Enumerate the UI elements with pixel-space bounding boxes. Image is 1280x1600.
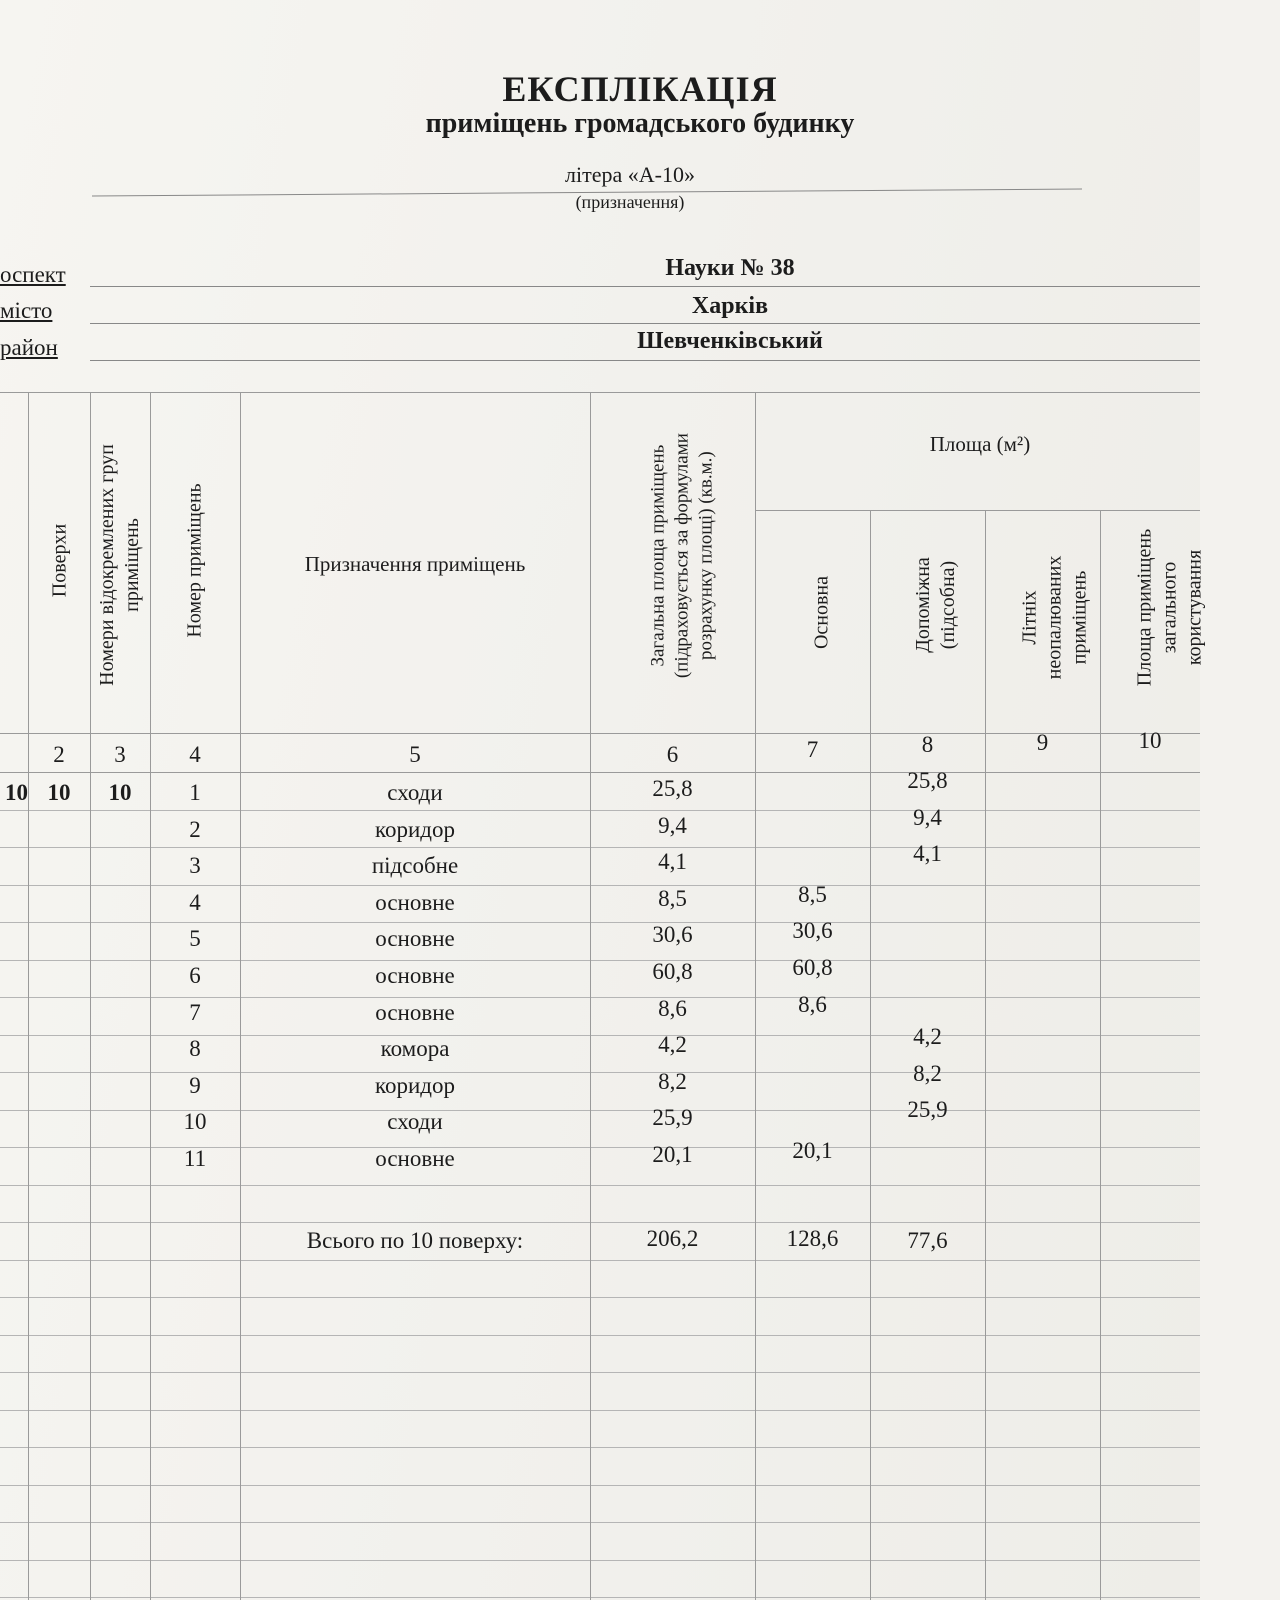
colnum-3: 3 <box>114 742 126 767</box>
col-line-9 <box>1100 510 1101 1600</box>
row-purpose: основне <box>375 890 455 915</box>
colnum-2: 2 <box>53 742 65 767</box>
header-room-number: Номер приміщень <box>183 483 206 638</box>
document-subtitle: приміщень громадського будинку <box>425 108 855 139</box>
row-total-area: 8,5 <box>658 886 687 911</box>
row-separator <box>0 1260 1200 1261</box>
row-main-area: 30,6 <box>792 918 833 943</box>
row-total-area: 60,8 <box>652 959 693 984</box>
row-total-area: 30,6 <box>652 922 693 947</box>
row-number: 5 <box>189 926 201 951</box>
header-aux: Допоміжна (підсобна) <box>912 557 959 653</box>
header-common: Площа приміщень загального користування <box>1133 528 1206 687</box>
row-separator <box>0 810 1200 811</box>
address-city: Харків <box>691 293 769 319</box>
row-aux-area: 25,9 <box>907 1097 948 1122</box>
row-purpose: сходи <box>387 1109 443 1134</box>
row-total-area: 8,2 <box>658 1069 687 1094</box>
col-line-1 <box>28 392 29 1600</box>
row-aux-area: 4,2 <box>913 1024 942 1049</box>
row-separator <box>0 1560 1200 1561</box>
table-top-line <box>0 392 1200 393</box>
colnum-6: 6 <box>666 742 679 767</box>
colnum-9: 9 <box>1036 730 1049 755</box>
header-purpose: Призначення приміщень <box>304 552 526 576</box>
row-main-area: 8,5 <box>798 882 827 907</box>
row-separator <box>0 1447 1200 1448</box>
row-total-area: 25,8 <box>652 776 693 801</box>
row-number: 9 <box>189 1073 201 1098</box>
col-line-7 <box>870 510 871 1600</box>
row-main-area: 20,1 <box>792 1138 833 1163</box>
row-separator <box>0 1222 1200 1223</box>
header-area-group: Площа (м²) <box>929 432 1031 456</box>
row-aux-area: 4,1 <box>913 841 942 866</box>
litera: літера «А-10» <box>565 162 695 187</box>
row-purpose: основне <box>375 1000 455 1025</box>
row-separator <box>0 1410 1200 1411</box>
row-number: 3 <box>189 853 201 878</box>
row-main-area: 8,6 <box>798 992 827 1017</box>
header-floors: Поверхи <box>48 523 71 598</box>
row-purpose: основне <box>375 963 455 988</box>
row-purpose: основне <box>375 926 455 951</box>
address-rule-3 <box>90 360 1200 361</box>
row-separator <box>0 1185 1200 1186</box>
address-rule-1 <box>90 286 1200 287</box>
row-purpose: основне <box>375 1146 455 1171</box>
row-separator <box>0 1485 1200 1486</box>
row-purpose: сходи <box>387 780 443 805</box>
header-total-area: Загальна площа приміщень (підраховується за формулами розрахунку площі) (кв.м.) <box>647 433 716 679</box>
row-total-area: 20,1 <box>652 1142 693 1167</box>
header-main: Основна <box>810 575 833 650</box>
colnum-10: 10 <box>1138 728 1162 753</box>
row-separator <box>0 1372 1200 1373</box>
row-aux-area: 9,4 <box>913 805 942 830</box>
document-title: ЕКСПЛІКАЦІЯ <box>502 69 778 109</box>
address-rule-2 <box>90 323 1200 324</box>
col-line-2 <box>90 392 91 1600</box>
header-groups <box>95 425 145 705</box>
row-number: 7 <box>189 1000 201 1025</box>
row1-prefix: 10 <box>5 780 28 805</box>
row-number: 8 <box>189 1036 201 1061</box>
colnum-7: 7 <box>806 737 819 762</box>
summary-aux: 77,6 <box>907 1228 948 1253</box>
col-line-3 <box>150 392 151 1600</box>
address-label-district: район <box>0 335 58 360</box>
colnum-bottom-line <box>0 772 1200 773</box>
row-total-area: 9,4 <box>658 813 687 838</box>
row-total-area: 4,2 <box>658 1032 687 1057</box>
row-number: 4 <box>189 890 201 915</box>
row-purpose: підсобне <box>371 853 459 878</box>
address-label-street: оспект <box>0 262 66 287</box>
row-separator <box>0 1597 1200 1598</box>
row1-floor: 10 <box>47 780 71 805</box>
col-line-8 <box>985 510 986 1600</box>
row-purpose: коридор <box>374 1073 456 1098</box>
address-district: Шевченківський <box>637 328 823 354</box>
row-aux-area: 25,8 <box>907 768 948 793</box>
summary-label: Всього по 10 поверху: <box>306 1228 524 1253</box>
summary-total: 206,2 <box>646 1226 699 1251</box>
row1-group: 10 <box>108 780 132 805</box>
row-separator <box>0 847 1200 848</box>
colnum-5: 5 <box>409 742 421 767</box>
row-purpose: коридор <box>374 817 456 842</box>
row-main-area: 60,8 <box>792 955 833 980</box>
header-summer: Літніх неопалюваних приміщень <box>1018 555 1091 680</box>
row-purpose: комора <box>380 1036 450 1061</box>
row-separator <box>0 1335 1200 1336</box>
colnum-4: 4 <box>189 742 201 767</box>
row-number: 1 <box>189 780 201 805</box>
row-total-area: 25,9 <box>652 1105 693 1130</box>
row-total-area: 8,6 <box>658 996 687 1021</box>
purpose-caption: (призначення) <box>575 192 685 212</box>
summary-main: 128,6 <box>786 1226 839 1251</box>
row-aux-area: 8,2 <box>913 1061 942 1086</box>
header-groups-text: Номери відокремлених груп приміщень <box>96 444 143 686</box>
row-total-area: 4,1 <box>658 849 687 874</box>
row-number: 10 <box>183 1109 207 1134</box>
row-number: 6 <box>189 963 201 988</box>
row-separator <box>0 1297 1200 1298</box>
address-label-city: місто <box>0 298 53 323</box>
colnum-8: 8 <box>921 732 934 757</box>
row-separator <box>0 1522 1200 1523</box>
row-number: 2 <box>189 817 201 842</box>
row-number: 11 <box>183 1146 207 1171</box>
address-street: Науки № 38 <box>665 255 795 281</box>
